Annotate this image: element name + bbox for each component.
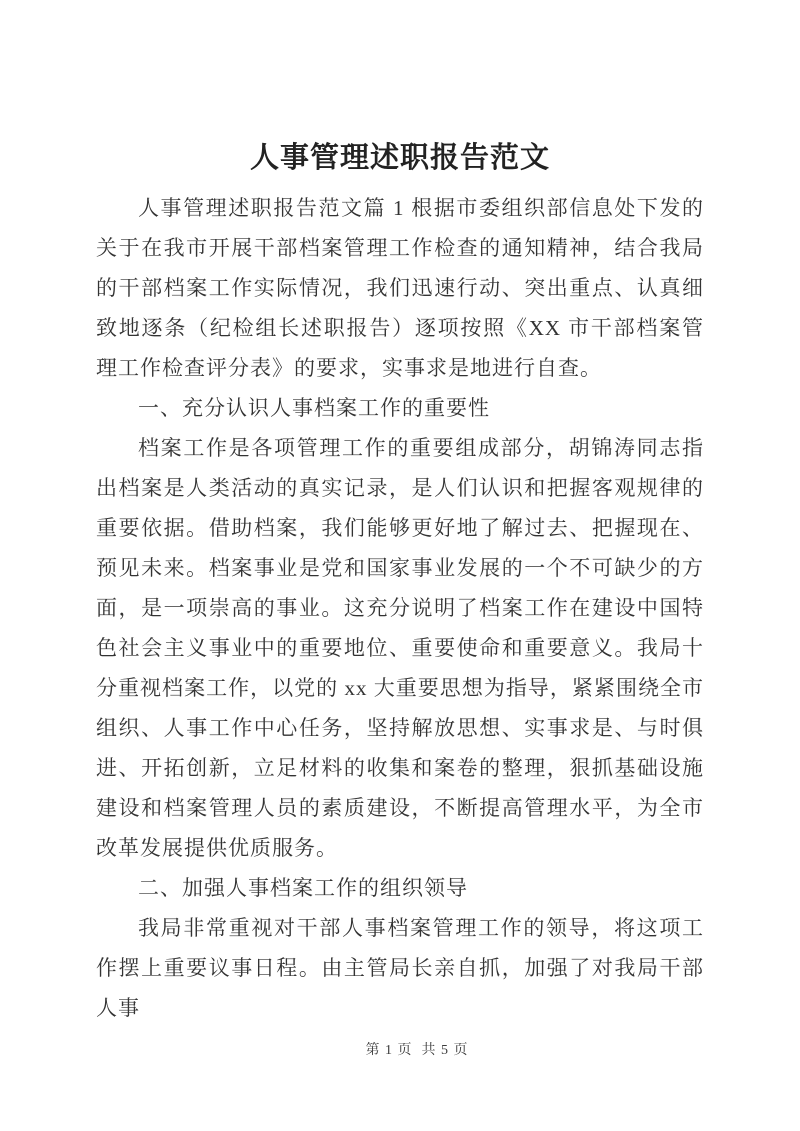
page-number-indicator: 第 1 页 共 5 页 xyxy=(365,1043,469,1058)
page-footer xyxy=(0,1041,800,1061)
section-heading-2: 二、加强人事档案工作的组织领导 xyxy=(138,876,468,900)
paragraph-intro: 人事管理述职报告范文篇 1 根据市委组织部信息处下发的关于在我市开展干部档案管理工作检查的通知精神，结合我局的干部档案工作实际情况，我们迅速行动、突出重点、认真细致地逐条（纪检组长述职报告）逐项按照《XX 市干部档案管理工作检查评分表》的要求，实事求是地进行自查。 xyxy=(96,196,704,380)
document-content xyxy=(96,138,704,1028)
paragraph-section-2: 我局非常重视对干部人事档案管理工作的领导，将这项工作摆上重要议事日程。由主管局长亲自抓，加强了对我局干部人事 xyxy=(96,916,704,1020)
document-title: 人事管理述职报告范文 xyxy=(249,142,550,174)
section-heading-1: 一、充分认识人事档案工作的重要性 xyxy=(138,396,490,420)
paragraph-section-1: 档案工作是各项管理工作的重要组成部分，胡锦涛同志指出档案是人类活动的真实记录，是人们认识和把握客观规律的重要依据。借助档案，我们能够更好地了解过去、把握现在、预见未来。档案事业是党和国家事业发展的一个不可缺少的方面，是一项崇高的事业。这充分说明了档案工作在建设中国特色社会主义事业中的重要地位、重要使命和重要意义。我局十分重视档案工作，以党的 xx 大重要思想为指导，紧紧围绕全市组织、人事工作中心任务，坚持解放思想、实事求是、与时俱进、开拓创新，立足材料的收集和案卷的整理，狠抓基础设施建设和档案管理人员的素质建设，不断提高管理水平，为全市改革发展提供优质服务。 xyxy=(96,436,704,860)
